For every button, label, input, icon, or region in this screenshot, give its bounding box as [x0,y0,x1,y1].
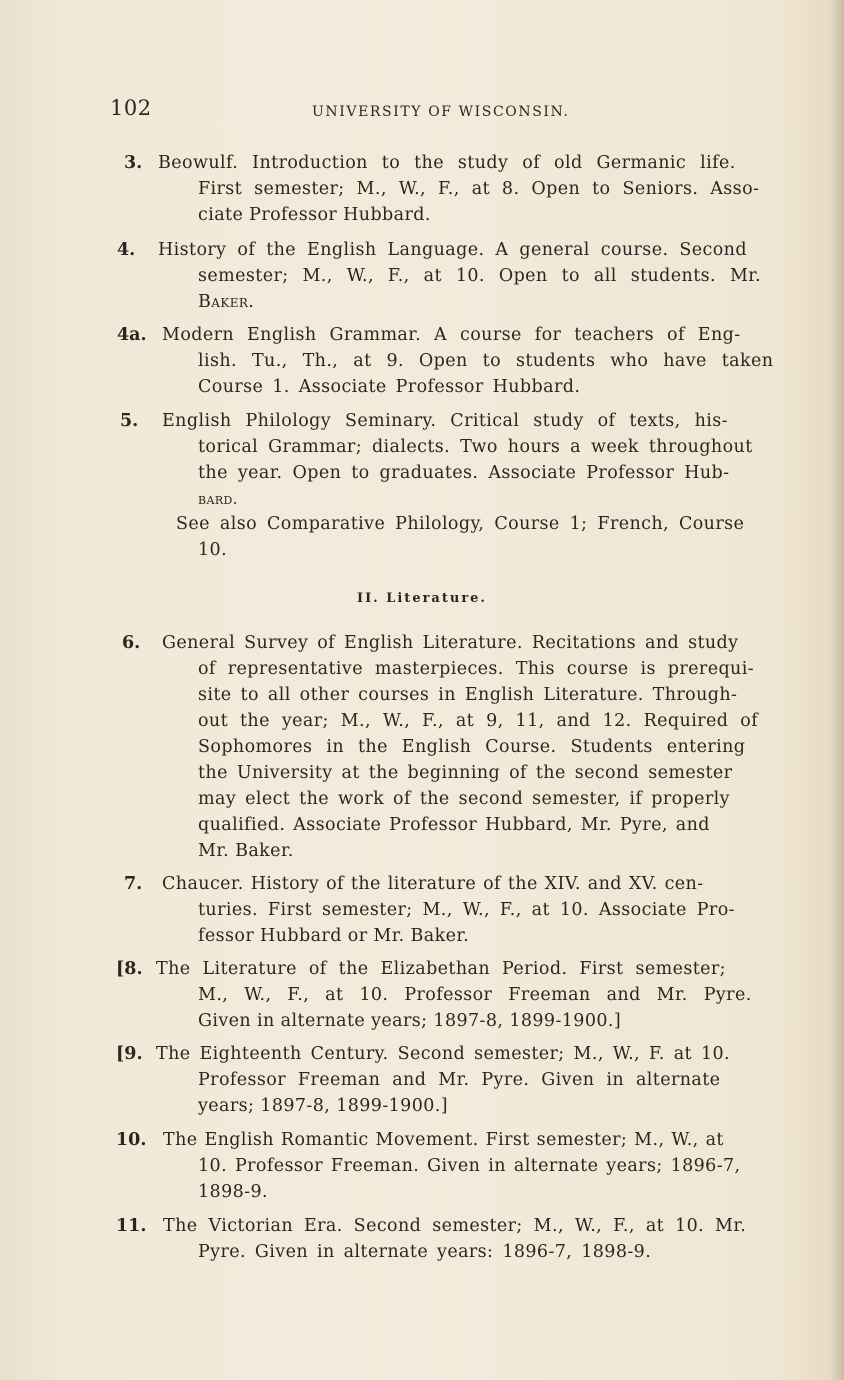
course-line: English Philology Seminary. Critical study of texts, his- [162,411,728,431]
course-line: Beowulf. Introduction to the study of old Germanic life. [158,153,736,173]
course-line: The Victorian Era. Second semester; M., W., F., at 10. Mr. [163,1216,747,1236]
course-line: Given in alternate years; 1897-8, 1899-1900.] [198,1011,622,1031]
course-line: Baker. [198,292,255,312]
course-line: qualified. Associate Professor Hubbard, Mr. Pyre, and [198,815,710,835]
course-line: ciate Professor Hubbard. [198,205,431,225]
course-line: torical Grammar; dialects. Two hours a week throughout [198,437,753,457]
course-line: Professor Freeman and Mr. Pyre. Given in alternate [198,1070,721,1090]
course-line: The English Romantic Movement. First semester; M., W., at [163,1130,724,1150]
course-line: Sophomores in the English Course. Students entering [198,737,746,757]
course-number: 5. [120,411,139,431]
course-line: Pyre. Given in alternate years: 1896-7, 1898-9. [198,1242,652,1262]
course-line: may elect the work of the second semester, if properly [198,789,730,809]
course-number: 7. [124,874,143,894]
course-number: [9. [116,1044,143,1064]
course-line: 10. Professor Freeman. Given in alternate years; 1896-7, [198,1156,741,1176]
course-line: First semester; M., W., F., at 8. Open to Seniors. Asso- [198,179,760,199]
course-line: bard. [198,490,238,508]
course-line: semester; M., W., F., at 10. Open to all students. Mr. [198,266,762,286]
course-number: 4a. [117,325,147,345]
course-line: out the year; M., W., F., at 9, 11, and 12. Required of [198,711,759,731]
note-line: 10. [198,540,228,560]
course-line: site to all other courses in English Literature. Through- [198,685,738,705]
page-edge-shadow [830,0,844,1380]
course-line: M., W., F., at 10. Professor Freeman and Mr. Pyre. [198,985,752,1005]
course-line: years; 1897-8, 1899-1900.] [198,1096,448,1116]
course-line: General Survey of English Literature. Recitations and study [162,633,739,653]
course-number: 10. [116,1130,147,1150]
page-header [110,96,710,126]
section-heading: II. Literature. [357,591,487,606]
course-line: fessor Hubbard or Mr. Baker. [198,926,470,946]
course-line: The Literature of the Elizabethan Period. First semester; [156,959,726,979]
course-line: lish. Tu., Th., at 9. Open to students who have taken [198,351,774,371]
running-head: UNIVERSITY OF WISCONSIN. [312,104,570,120]
course-line: 1898-9. [198,1182,268,1202]
course-line: The Eighteenth Century. Second semester; M., W., F. at 10. [156,1044,730,1064]
course-line: Modern English Grammar. A course for teachers of Eng- [162,325,741,345]
course-line: Mr. Baker. [198,841,294,861]
course-number: 3. [124,153,143,173]
course-line: the year. Open to graduates. Associate Professor Hub- [198,463,730,483]
course-number: [8. [116,959,143,979]
course-line: Course 1. Associate Professor Hubbard. [198,377,581,397]
course-number: 11. [116,1216,147,1236]
course-line: turies. First semester; M., W., F., at 10. Associate Pro- [198,900,735,920]
course-line: of representative masterpieces. This course is prerequi- [198,659,755,679]
course-line: History of the English Language. A general course. Second [158,240,747,260]
course-line: Chaucer. History of the literature of the XIV. and XV. cen- [162,874,704,894]
course-number: 4. [117,240,136,260]
page-number: 102 [110,96,152,120]
note-line: See also Comparative Philology, Course 1; French, Course [176,514,745,534]
course-number: 6. [122,633,141,653]
course-line: the University at the beginning of the second semester [198,763,733,783]
